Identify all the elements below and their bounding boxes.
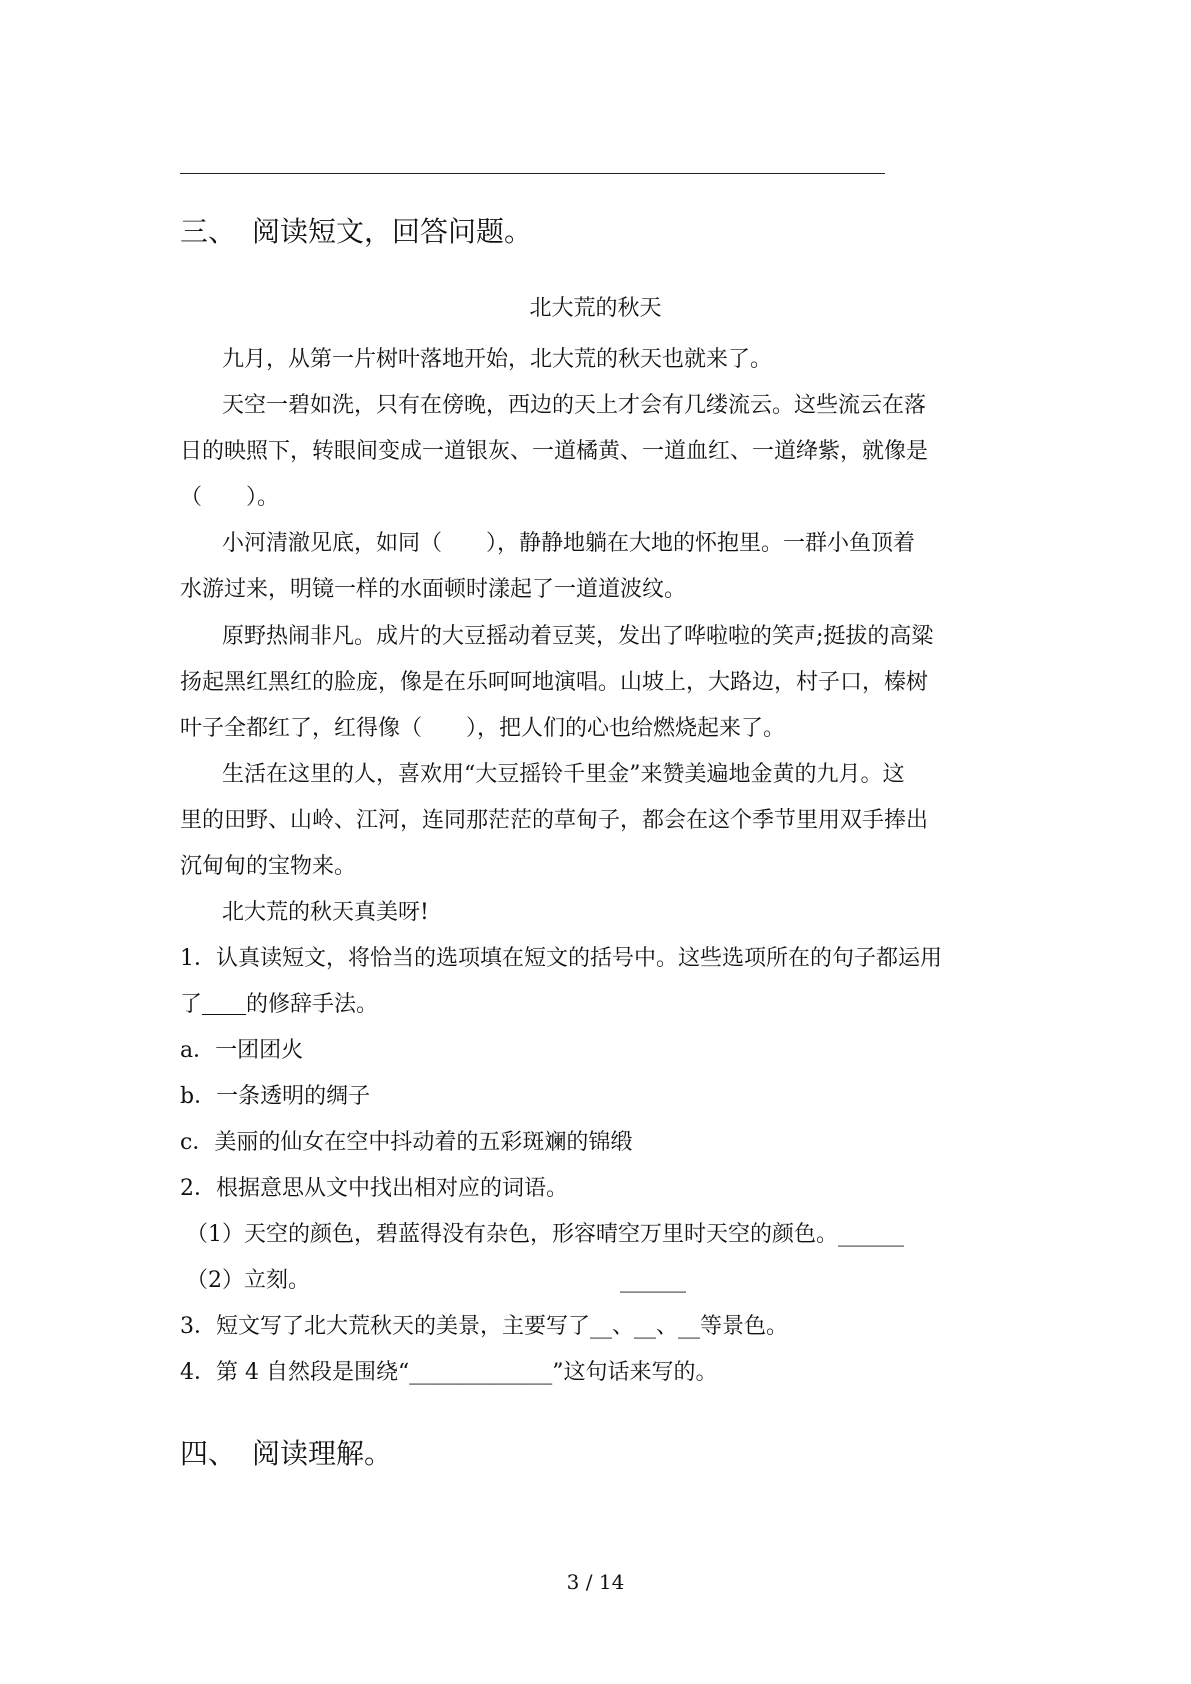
question-1-prefix: 了 (180, 992, 203, 1017)
question-2-2: （2）立刻。 (186, 1268, 310, 1293)
passage-line: 沉甸甸的宝物来。 (180, 854, 357, 879)
top-divider-line (180, 173, 885, 174)
question-4: 4．第 4 自然段是围绕“_____________”这句话来写的。 (180, 1360, 718, 1385)
passage-title: 北大荒的秋天 (529, 296, 662, 321)
question-3: 3．短文写了北大荒秋天的美景，主要写了__、__、__等景色。 (180, 1314, 788, 1339)
section-4-heading (180, 1436, 392, 1472)
passage-line: 叶子全都红了，红得像（ ），把人们的心也给燃烧起来了。 (180, 716, 786, 741)
passage-line: 九月，从第一片树叶落地开始，北大荒的秋天也就来了。 (222, 347, 773, 372)
option-b: b．一条透明的绸子 (180, 1084, 371, 1109)
passage-line: 扬起黑红黑红的脸庞，像是在乐呵呵地演唱。山坡上，大路边，村子口，榛树 (180, 670, 929, 695)
passage-line: 水游过来，明镜一样的水面顿时漾起了一道道波纹。 (180, 577, 687, 602)
passage-line: 天空一碧如洗，只有在傍晚，西边的天上才会有几缕流云。这些流云在落 (222, 393, 927, 418)
passage-line: 原野热闹非凡。成片的大豆摇动着豆荚，发出了哗啦啦的笑声;挺拔的高粱 (222, 624, 934, 649)
section-3-title: 阅读短文，回答问题。 (252, 215, 533, 248)
section-4-number: 四、 (180, 1437, 237, 1470)
section-3-number: 三、 (180, 215, 237, 248)
passage-line: （ ）。 (180, 485, 280, 510)
option-c: c．美丽的仙女在空中抖动着的五彩斑斓的锦缎 (180, 1130, 633, 1155)
passage-line: 小河清澈见底，如同（ ），静静地躺在大地的怀抱里。一群小鱼顶着 (222, 531, 916, 556)
question-1-line-1: 1．认真读短文，将恰当的选项填在短文的括号中。这些选项所在的句子都运用 (180, 946, 942, 971)
section-4-title: 阅读理解。 (252, 1437, 393, 1470)
passage-line: 里的田野、山岭、江河，连同那茫茫的草甸子，都会在这个季节里用双手捧出 (180, 808, 929, 833)
question-2-2-blank[interactable]: ______ (620, 1268, 686, 1293)
question-1-suffix: 的修辞手法。 (246, 992, 379, 1017)
passage-line: 日的映照下，转眼间变成一道银灰、一道橘黄、一道血红、一道绛紫，就像是 (180, 439, 929, 464)
question-2-1: （1）天空的颜色，碧蓝得没有杂色，形容晴空万里时天空的颜色。______ (186, 1222, 904, 1247)
option-a: a．一团团火 (180, 1038, 304, 1063)
question-1-line-2 (180, 990, 378, 1020)
passage-line: 生活在这里的人，喜欢用“大豆摇铃千里金”来赞美遍地金黄的九月。这 (222, 762, 905, 787)
question-1-answer-blank[interactable] (202, 992, 246, 1015)
question-2: 2．根据意思从文中找出相对应的词语。 (180, 1176, 568, 1201)
section-3-heading (180, 214, 532, 250)
page-number: 3 / 14 (566, 1570, 625, 1594)
passage-line: 北大荒的秋天真美呀! (222, 900, 429, 925)
